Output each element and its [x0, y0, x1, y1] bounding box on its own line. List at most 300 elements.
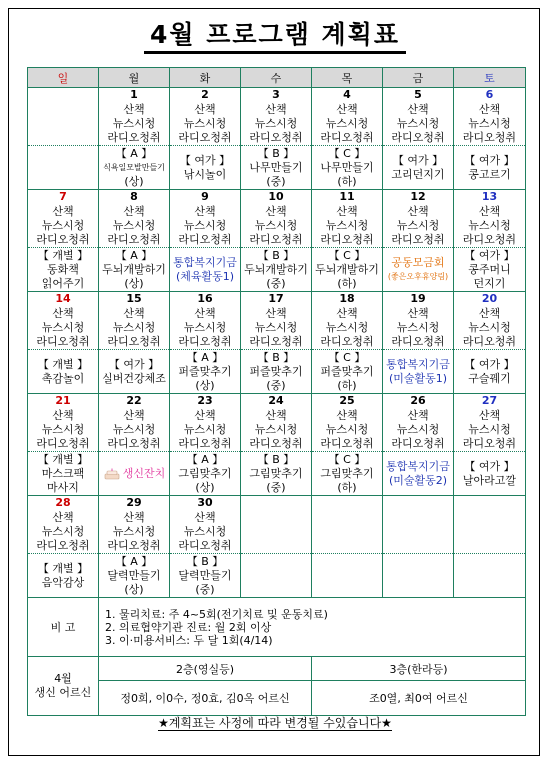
day-routine [241, 306, 312, 350]
routine-item: 라디오청취 [36, 436, 90, 450]
day-routine [99, 408, 170, 452]
routine-item: 뉴스시청 [183, 320, 227, 334]
day-number: 10 [241, 190, 312, 205]
routine-item: 라디오청취 [178, 334, 232, 348]
day-routine [241, 102, 312, 146]
day-number: 18 [312, 292, 383, 307]
day-routine [454, 102, 526, 146]
day-routine [241, 510, 312, 554]
day-number [454, 496, 526, 511]
day-program [383, 248, 454, 292]
program-line: 통합복지기금 [173, 255, 237, 269]
day-number: 27 [454, 394, 526, 409]
weekday-fri: 금 [383, 68, 454, 88]
program-category: 【 A 】 [115, 248, 153, 262]
routine-item: 산책 [478, 102, 501, 116]
day-number: 24 [241, 394, 312, 409]
note-line: 3. 이·미용서비스: 두 달 1회(4/14) [105, 633, 273, 647]
program-line: 달력만들기 [107, 568, 161, 582]
routine-item: 뉴스시청 [112, 320, 156, 334]
program-category: 【 개별 】 [37, 248, 89, 262]
day-number: 23 [170, 394, 241, 409]
routine-row [28, 408, 526, 452]
program-line: (하) [337, 276, 357, 290]
program-line: 마스크팩 [41, 466, 85, 480]
routine-item: 산책 [407, 204, 429, 218]
program-category: 【 A 】 [186, 350, 224, 364]
routine-row [28, 510, 526, 554]
day-routine [170, 510, 241, 554]
routine-item: 뉴스시청 [41, 218, 85, 232]
routine-item: 라디오청취 [249, 334, 303, 348]
date-row [28, 292, 526, 307]
day-routine [28, 306, 99, 350]
day-program [241, 452, 312, 496]
program-row [28, 350, 526, 394]
program-line: 고리던지기 [391, 167, 445, 181]
program-line: (하) [337, 378, 357, 392]
day-program [312, 554, 383, 598]
routine-item: 산책 [52, 408, 74, 422]
day-routine [383, 102, 454, 146]
program-line: (상) [124, 174, 144, 188]
day-number: 13 [454, 190, 526, 205]
day-program [454, 146, 526, 190]
routine-item: 라디오청취 [107, 538, 161, 552]
routine-item: 산책 [123, 306, 145, 320]
notes-label: 비 고 [28, 598, 99, 657]
day-program [99, 452, 170, 496]
day-number: 20 [454, 292, 526, 307]
routine-item: 라디오청취 [320, 130, 374, 144]
day-program [170, 452, 241, 496]
program-line: 그림맞추기 [178, 466, 232, 480]
program-category: 【 B 】 [257, 452, 295, 466]
routine-item: 뉴스시청 [112, 116, 156, 130]
program-line: (중) [266, 174, 286, 188]
day-program [170, 554, 241, 598]
program-category: 【 개별 】 [37, 357, 89, 371]
program-line: 읽어주기 [41, 276, 85, 290]
routine-item: 라디오청취 [107, 130, 161, 144]
program-category: 【 여가 】 [464, 459, 515, 473]
day-program [312, 146, 383, 190]
routine-item: 산책 [123, 510, 145, 524]
routine-item: 라디오청취 [249, 232, 303, 246]
program-line: 콩주머니 [468, 262, 511, 276]
day-program [99, 248, 170, 292]
routine-item: 산책 [265, 204, 287, 218]
routine-item: 산책 [52, 204, 74, 218]
program-line: 음악감상 [41, 575, 85, 589]
routine-item: 라디오청취 [391, 232, 445, 246]
program-line: 통합복지기금 [386, 357, 450, 371]
routine-item: 산책 [336, 102, 358, 116]
day-routine [312, 510, 383, 554]
day-routine [312, 306, 383, 350]
routine-item: 라디오청취 [391, 334, 445, 348]
program-line: 마사지 [47, 480, 79, 494]
day-number: 15 [99, 292, 170, 307]
program-line: 날아라고깔 [462, 473, 517, 487]
day-routine [383, 204, 454, 248]
program-line: 두뇌개발하기 [315, 262, 379, 276]
day-routine [99, 102, 170, 146]
routine-item: 뉴스시청 [41, 524, 85, 538]
day-program [170, 350, 241, 394]
routine-item: 라디오청취 [178, 130, 232, 144]
program-line: 공동모금회 [391, 255, 445, 269]
routine-item: 라디오청취 [391, 130, 445, 144]
day-routine [454, 306, 526, 350]
program-category: 【 여가 】 [108, 357, 160, 371]
day-program [170, 146, 241, 190]
routine-item: 라디오청취 [107, 436, 161, 450]
weekday-tue: 화 [170, 68, 241, 88]
routine-item: 뉴스시청 [254, 218, 298, 232]
day-routine [383, 408, 454, 452]
program-row [28, 452, 526, 496]
program-line: 퍼즐맞추기 [320, 364, 374, 378]
day-routine [383, 510, 454, 554]
program-line: 촉감놀이 [41, 371, 85, 385]
routine-item: 산책 [123, 408, 145, 422]
program-category: 【 C 】 [328, 248, 366, 262]
program-line: 달력만들기 [178, 568, 232, 582]
day-program [312, 452, 383, 496]
day-routine [312, 102, 383, 146]
routine-item: 라디오청취 [391, 436, 445, 450]
day-number [241, 496, 312, 511]
day-routine [28, 102, 99, 146]
weekday-header-row [28, 68, 526, 88]
party-text: 생신잔치 [122, 466, 166, 480]
day-number: 7 [28, 190, 99, 205]
day-routine [241, 204, 312, 248]
program-line: (체육활동1) [175, 269, 235, 283]
routine-item: 산책 [194, 306, 216, 320]
day-routine [99, 510, 170, 554]
birthday-names-row [28, 681, 526, 716]
program-line: 콩고르기 [468, 167, 511, 181]
day-program [454, 350, 526, 394]
day-number: 22 [99, 394, 170, 409]
program-line: (상) [124, 582, 144, 596]
routine-item: 산책 [336, 204, 358, 218]
day-program [241, 350, 312, 394]
routine-item: 뉴스시청 [396, 320, 440, 334]
routine-item: 뉴스시청 [325, 320, 369, 334]
day-number [28, 88, 99, 103]
day-number: 25 [312, 394, 383, 409]
day-program [28, 452, 99, 496]
program-row [28, 554, 526, 598]
routine-item: 뉴스시청 [183, 116, 227, 130]
birthday-header-row [28, 657, 526, 681]
program-line: (중) [266, 480, 286, 494]
program-line: 나무만들기 [249, 160, 303, 174]
program-line: 두뇌개발하기 [102, 262, 166, 276]
routine-item: 라디오청취 [107, 334, 161, 348]
day-routine [99, 204, 170, 248]
program-category: 【 A 】 [115, 554, 153, 568]
program-line: 던지기 [473, 276, 506, 290]
program-line: (상) [195, 480, 215, 494]
day-number: 9 [170, 190, 241, 205]
routine-row [28, 102, 526, 146]
day-program [99, 146, 170, 190]
routine-item: 산책 [336, 306, 358, 320]
weekday-wed: 수 [241, 68, 312, 88]
program-line: 낚시놀이 [183, 167, 227, 181]
day-number: 4 [312, 88, 383, 103]
day-routine [312, 408, 383, 452]
day-program [99, 554, 170, 598]
program-line: (좋은오후휴양림) [387, 271, 449, 281]
program-line: (미술활동1) [388, 371, 448, 385]
day-routine [170, 408, 241, 452]
birthday-label-month: 4월 [54, 672, 72, 685]
routine-item: 라디오청취 [462, 436, 517, 450]
program-category: 【 여가 】 [464, 153, 515, 167]
day-number: 19 [383, 292, 454, 307]
program-line: 퍼즐맞추기 [178, 364, 232, 378]
note-line: 2. 의료협약기관 진료: 월 2회 이상 [105, 620, 272, 634]
routine-item: 뉴스시청 [396, 422, 440, 436]
program-category: 【 A 】 [115, 146, 153, 160]
routine-item: 뉴스시청 [325, 218, 369, 232]
page-title: 4월 프로그램 계획표 [144, 20, 406, 54]
routine-item: 라디오청취 [36, 334, 90, 348]
day-number: 1 [99, 88, 170, 103]
program-category: 【 B 】 [257, 248, 295, 262]
routine-item: 뉴스시청 [325, 116, 369, 130]
date-row [28, 394, 526, 409]
routine-row [28, 306, 526, 350]
routine-item: 뉴스시청 [468, 218, 511, 232]
routine-item: 라디오청취 [320, 436, 374, 450]
program-category: 【 B 】 [186, 554, 224, 568]
program-category: 【 여가 】 [464, 357, 515, 371]
program-line: 동화책 [47, 262, 79, 276]
day-number: 21 [28, 394, 99, 409]
program-line: 구슬꿰기 [468, 371, 511, 385]
routine-item: 산책 [478, 306, 501, 320]
routine-item: 라디오청취 [178, 232, 232, 246]
program-category: 【 B 】 [257, 350, 295, 364]
program-category: 【 A 】 [186, 452, 224, 466]
routine-item: 산책 [194, 102, 216, 116]
program-line: 통합복지기금 [386, 459, 450, 473]
day-routine [454, 408, 526, 452]
routine-item: 산책 [123, 102, 145, 116]
routine-item: 뉴스시청 [468, 422, 511, 436]
day-program [28, 350, 99, 394]
program-row [28, 146, 526, 190]
floor-3-title: 3층(한라등) [312, 657, 526, 681]
routine-item: 산책 [336, 408, 358, 422]
routine-item: 라디오청취 [320, 334, 374, 348]
program-line: 식욕일모발만들기 [103, 162, 165, 172]
program-line: 그림맞추기 [320, 466, 374, 480]
date-row [28, 190, 526, 205]
note-line: 1. 물리치료: 주 4~5회(전기치료 및 운동치료) [105, 607, 328, 621]
day-number: 28 [28, 496, 99, 511]
birthday-label-text: 생신 어르신 [34, 686, 92, 699]
floor-3-names: 조0열, 최0여 어르신 [312, 681, 526, 716]
day-program [383, 452, 454, 496]
program-line: (상) [195, 378, 215, 392]
routine-item: 뉴스시청 [183, 422, 227, 436]
routine-item: 뉴스시청 [325, 422, 369, 436]
routine-item: 라디오청취 [462, 334, 517, 348]
routine-item: 산책 [407, 306, 429, 320]
program-category: 【 C 】 [328, 350, 366, 364]
day-program [241, 554, 312, 598]
program-line: (중) [195, 582, 215, 596]
cake-icon [103, 468, 121, 480]
program-category: 【 여가 】 [464, 248, 515, 262]
routine-item: 라디오청취 [249, 436, 303, 450]
program-category: 【 개별 】 [37, 452, 89, 466]
program-line: (하) [337, 480, 357, 494]
day-program [170, 248, 241, 292]
day-program [99, 350, 170, 394]
program-line: 퍼즐맞추기 [249, 364, 303, 378]
day-routine [312, 204, 383, 248]
day-routine [170, 306, 241, 350]
day-routine [170, 102, 241, 146]
routine-item: 라디오청취 [462, 232, 517, 246]
day-number: 6 [454, 88, 526, 103]
routine-item: 산책 [407, 102, 429, 116]
day-routine [454, 204, 526, 248]
program-category: 【 C 】 [328, 452, 366, 466]
notes-content [99, 598, 526, 657]
day-number: 8 [99, 190, 170, 205]
weekday-thu: 목 [312, 68, 383, 88]
routine-item: 뉴스시청 [112, 218, 156, 232]
day-number: 5 [383, 88, 454, 103]
program-category: 【 C 】 [328, 146, 366, 160]
floor-2-names: 정0희, 이0수, 정0효, 김0옥 어르신 [99, 681, 312, 716]
routine-item: 뉴스시청 [254, 116, 298, 130]
day-routine [383, 306, 454, 350]
weekday-sun: 일 [28, 68, 99, 88]
footer [0, 712, 550, 731]
calendar-table [27, 67, 526, 598]
day-program [28, 554, 99, 598]
info-table [27, 597, 526, 716]
routine-item: 뉴스시청 [112, 524, 156, 538]
day-routine [99, 306, 170, 350]
routine-item: 라디오청취 [178, 436, 232, 450]
date-row [28, 496, 526, 511]
program-category: 【 여가 】 [392, 153, 444, 167]
routine-item: 산책 [194, 408, 216, 422]
routine-item: 라디오청취 [36, 538, 90, 552]
routine-item: 산책 [52, 306, 74, 320]
day-number: 14 [28, 292, 99, 307]
routine-item: 뉴스시청 [468, 116, 511, 130]
day-number: 12 [383, 190, 454, 205]
program-line: 실버건강체조 [102, 371, 166, 385]
day-routine [170, 204, 241, 248]
day-number: 16 [170, 292, 241, 307]
day-number [312, 496, 383, 511]
routine-item: 뉴스시청 [396, 116, 440, 130]
footer-notice: ★계획표는 사정에 따라 변경될 수있습니다★ [158, 716, 392, 730]
date-row [28, 88, 526, 103]
day-routine [454, 510, 526, 554]
routine-item: 산책 [52, 510, 74, 524]
routine-item: 산책 [265, 102, 287, 116]
program-category: 【 개별 】 [37, 561, 89, 575]
routine-item: 뉴스시청 [112, 422, 156, 436]
day-program [312, 350, 383, 394]
routine-row [28, 204, 526, 248]
routine-item: 라디오청취 [320, 232, 374, 246]
program-line: 나무만들기 [320, 160, 374, 174]
program-category: 【 B 】 [257, 146, 295, 160]
title-area [0, 20, 550, 54]
day-program [383, 350, 454, 394]
program-line: (하) [337, 174, 357, 188]
day-routine [28, 510, 99, 554]
program-line: (중) [266, 378, 286, 392]
routine-item: 산책 [478, 204, 501, 218]
day-number: 29 [99, 496, 170, 511]
notes-row [28, 598, 526, 657]
weekday-mon: 월 [99, 68, 170, 88]
weekday-sat: 토 [454, 68, 526, 88]
day-number: 11 [312, 190, 383, 205]
program-category: 【 여가 】 [179, 153, 231, 167]
day-program [454, 452, 526, 496]
routine-item: 산책 [407, 408, 429, 422]
day-program [241, 146, 312, 190]
program-line: 두뇌개발하기 [244, 262, 308, 276]
floor-2-title: 2층(영실등) [99, 657, 312, 681]
routine-item: 라디오청취 [462, 130, 517, 144]
routine-item: 뉴스시청 [396, 218, 440, 232]
day-program [28, 248, 99, 292]
birthday-party-label [99, 467, 169, 481]
routine-item: 뉴스시청 [254, 320, 298, 334]
program-line: (중) [266, 276, 286, 290]
day-program [383, 554, 454, 598]
routine-item: 라디오청취 [36, 232, 90, 246]
routine-item: 산책 [265, 408, 287, 422]
routine-item: 산책 [123, 204, 145, 218]
routine-item: 산책 [194, 204, 216, 218]
routine-item: 뉴스시청 [468, 320, 511, 334]
program-row [28, 248, 526, 292]
day-routine [28, 408, 99, 452]
day-routine [241, 408, 312, 452]
routine-item: 산책 [265, 306, 287, 320]
day-number: 26 [383, 394, 454, 409]
day-number: 17 [241, 292, 312, 307]
routine-item: 산책 [478, 408, 501, 422]
program-line: (상) [124, 276, 144, 290]
program-line: (미술활동2) [388, 473, 448, 487]
day-number: 30 [170, 496, 241, 511]
day-program [454, 248, 526, 292]
routine-item: 뉴스시청 [183, 524, 227, 538]
day-program [241, 248, 312, 292]
day-program [28, 146, 99, 190]
